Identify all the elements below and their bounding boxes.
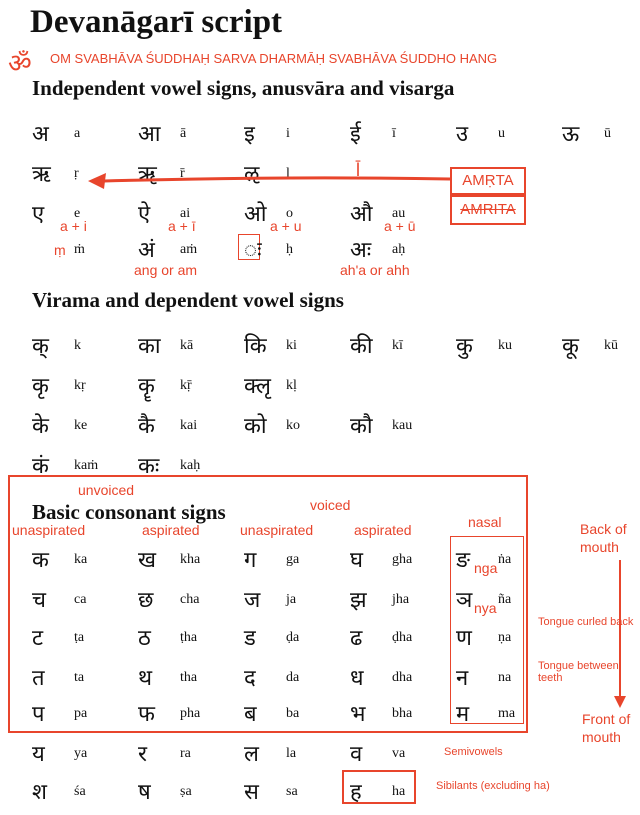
consonant-devanagari: ढ (350, 626, 363, 651)
vowel-latin: ḷ (286, 166, 290, 181)
consonant-latin: ba (286, 706, 300, 721)
vowel-latin: ṝ (180, 166, 185, 181)
vowel-latin: ṁ (74, 242, 85, 257)
vowel-latin: ṛ (74, 166, 79, 181)
consonant-devanagari: ट (32, 626, 44, 651)
vowel-latin: u (498, 126, 505, 141)
sign-latin: kī (392, 338, 403, 353)
section-heading-virama: Virama and dependent vowel signs (32, 288, 344, 312)
consonant-latin: cha (180, 592, 200, 607)
vowel-devanagari: औ (350, 202, 373, 227)
consonant-devanagari: द (244, 666, 256, 691)
consonant-latin: ḍa (286, 630, 300, 645)
vowel-devanagari: अ (32, 122, 49, 147)
amrita-label-correct: AMṚTA (450, 167, 526, 195)
consonant-latin: ya (74, 746, 88, 761)
consonant-latin: ḍha (392, 630, 413, 645)
consonant-devanagari: फ (138, 702, 155, 727)
vowel-devanagari: इ (244, 122, 255, 147)
consonant-latin: ṣa (180, 784, 192, 799)
label-tongue-between: Tongue between teeth (538, 660, 619, 684)
consonant-latin: gha (392, 552, 413, 567)
amrita-label-struck (450, 195, 526, 225)
consonant-devanagari: क (32, 548, 49, 573)
consonant-devanagari: त (32, 666, 45, 691)
note-nya: nya (474, 600, 497, 616)
consonant-devanagari: य (32, 742, 45, 767)
sign-latin: ki (286, 338, 297, 353)
consonant-devanagari: ग (244, 548, 257, 573)
vowel-latin: ī (392, 126, 396, 141)
consonant-latin: la (286, 746, 297, 761)
sign-latin: kā (180, 338, 194, 353)
consonant-latin: ṅa (498, 552, 512, 567)
sign-devanagari: कॄ (138, 374, 155, 399)
vowel-latin: i (286, 126, 290, 141)
consonant-devanagari: ण (456, 626, 472, 651)
note-e: a + i (60, 218, 87, 234)
sign-devanagari: को (244, 414, 267, 439)
vowel-latin: o (286, 206, 293, 221)
anusvara-dot: ṃ (54, 242, 66, 258)
label-aspirated: aspirated (142, 522, 200, 538)
page-title: Devanāgarī script (30, 4, 283, 40)
note-au: a + ū (384, 218, 416, 234)
sign-latin: ke (74, 418, 88, 433)
consonant-devanagari: न (456, 666, 469, 691)
label-unvoiced: unvoiced (78, 482, 135, 498)
consonant-latin: ka (74, 552, 88, 567)
consonant-devanagari: ड (244, 626, 256, 651)
consonant-devanagari: ञ (456, 588, 473, 613)
vowel-latin: a (74, 126, 81, 141)
sign-latin: kṛ (74, 378, 86, 393)
consonant-latin: bha (392, 706, 413, 721)
sign-latin: kau (392, 418, 413, 433)
vowel-devanagari: ः (244, 238, 262, 263)
amrita-struck-text: AMRITA (460, 201, 516, 218)
label-unaspirated: unaspirated (240, 522, 314, 538)
vowel-devanagari: ए (32, 202, 45, 227)
consonant-devanagari: ङ (456, 548, 471, 573)
label-semivowels: Semivowels (444, 746, 503, 758)
consonant-devanagari: ष (138, 780, 151, 805)
consonant-devanagari: म (456, 702, 470, 727)
sign-latin: kai (180, 418, 198, 433)
consonant-devanagari: थ (138, 666, 153, 691)
consonant-devanagari: ध (350, 666, 364, 691)
consonant-latin: tha (180, 670, 198, 685)
vowel-latin: ḥ (286, 242, 293, 257)
mantra-text: OM SVABHĀVA ŚUDDHAḤ SARVA DHARMĀḤ SVABHĀVA ŚUDDHO HANG (50, 51, 498, 66)
vowel-devanagari: ॠ (138, 162, 157, 187)
vowel-long-l-note: ḹ (356, 160, 360, 180)
sign-devanagari: का (138, 334, 161, 359)
label-front-of-mouth: Front of mouth (582, 711, 631, 745)
vowel-latin: au (392, 206, 406, 221)
consonant-latin: ga (286, 552, 300, 567)
consonant-devanagari: छ (138, 588, 154, 613)
consonant-devanagari: ब (244, 702, 257, 727)
note-ah: ah'a or ahh (340, 262, 410, 278)
sign-devanagari: क्लृ (244, 374, 271, 399)
label-back-of-mouth: Back of mouth (580, 521, 627, 555)
sign-devanagari: कै (138, 414, 155, 439)
consonant-latin: ma (498, 706, 516, 721)
sign-devanagari: कौ (350, 414, 373, 439)
consonant-latin: kha (180, 552, 201, 567)
consonant-latin: ṭa (74, 630, 85, 645)
section-heading-vowels: Independent vowel signs, anusvāra and visarga (32, 76, 455, 100)
sign-latin: ko (286, 418, 300, 433)
note-ai: a + ī (168, 218, 196, 234)
sign-devanagari: के (32, 414, 49, 439)
consonant-latin: ca (74, 592, 87, 607)
vowel-latin: ū (604, 126, 611, 141)
label-voiced: voiced (310, 497, 351, 513)
note-am: ang or am (134, 262, 198, 278)
om-symbol: ॐ (8, 49, 32, 79)
label-nasal: nasal (468, 514, 502, 530)
label-sibilants: Sibilants (excluding ha) (436, 780, 550, 792)
consonant-devanagari: व (350, 742, 363, 767)
vowel-devanagari: ऌ (244, 162, 260, 187)
sign-latin: kaṁ (74, 458, 99, 473)
consonant-latin: ta (74, 670, 85, 685)
vowel-latin: aḥ (392, 242, 406, 257)
consonant-devanagari: प (32, 702, 45, 727)
sign-devanagari: कृ (32, 374, 49, 399)
consonant-devanagari: च (32, 588, 46, 613)
arrow-icon (86, 168, 452, 192)
consonant-latin: ha (392, 784, 406, 799)
consonant-devanagari: घ (350, 548, 364, 573)
consonant-latin: pa (74, 706, 88, 721)
sign-devanagari: कं (32, 454, 49, 479)
sign-devanagari: की (350, 334, 373, 359)
consonant-latin: na (498, 670, 512, 685)
consonant-latin: dha (392, 670, 413, 685)
consonant-latin: ra (180, 746, 191, 761)
consonant-devanagari: ल (244, 742, 259, 767)
consonant-devanagari: ख (138, 548, 156, 573)
vowel-devanagari: ओ (244, 202, 267, 227)
label-unaspirated: unaspirated (12, 522, 86, 538)
consonant-devanagari: र (138, 742, 147, 767)
vowel-devanagari: ऐ (138, 202, 151, 227)
consonant-latin: ṇa (498, 630, 512, 645)
vowel-latin: ai (180, 206, 191, 221)
consonant-latin: ja (286, 592, 297, 607)
consonant-devanagari: भ (350, 702, 366, 727)
section-heading-consonants: Basic consonant signs (32, 500, 226, 524)
vowel-devanagari: अं (138, 238, 155, 263)
note-o: a + u (270, 218, 302, 234)
consonant-latin: ña (498, 592, 512, 607)
sign-latin: kṝ (180, 378, 192, 393)
vowel-devanagari: उ (456, 122, 469, 147)
consonant-devanagari: झ (350, 588, 367, 613)
consonant-devanagari: ठ (138, 626, 151, 651)
sign-latin: ku (498, 338, 512, 353)
consonant-latin: va (392, 746, 406, 761)
consonant-latin: ṭha (180, 630, 198, 645)
consonant-devanagari: स (244, 780, 259, 805)
sign-latin: kḷ (286, 378, 297, 393)
consonant-latin: pha (180, 706, 201, 721)
sign-devanagari: क् (32, 334, 49, 359)
sign-devanagari: कू (562, 334, 579, 359)
vowel-devanagari: ऋ (32, 162, 51, 187)
down-arrow-icon (610, 560, 630, 710)
consonant-latin: da (286, 670, 300, 685)
vowel-latin: ā (180, 126, 187, 141)
consonant-devanagari: श (32, 780, 47, 805)
consonant-devanagari: ह (350, 780, 362, 805)
vowel-latin: aṁ (180, 242, 198, 257)
vowel-devanagari: अः (350, 238, 372, 263)
vowel-devanagari: ऊ (562, 122, 580, 147)
vowel-devanagari: ई (350, 122, 361, 147)
vowel-latin: e (74, 206, 81, 221)
sign-latin: kū (604, 338, 618, 353)
consonant-latin: sa (286, 784, 298, 799)
sign-latin: k (74, 338, 81, 353)
label-aspirated: aspirated (354, 522, 412, 538)
sign-devanagari: कि (244, 334, 267, 359)
consonant-devanagari: ज (244, 588, 261, 613)
sign-latin: kaḥ (180, 458, 201, 473)
sign-devanagari: कु (456, 334, 473, 359)
sign-devanagari: कः (138, 454, 160, 479)
consonant-latin: śa (74, 784, 86, 799)
consonant-latin: jha (392, 592, 410, 607)
vowel-devanagari: आ (138, 122, 161, 147)
label-tongue-curled: Tongue curled back (538, 616, 634, 628)
note-nga: nga (474, 560, 498, 576)
